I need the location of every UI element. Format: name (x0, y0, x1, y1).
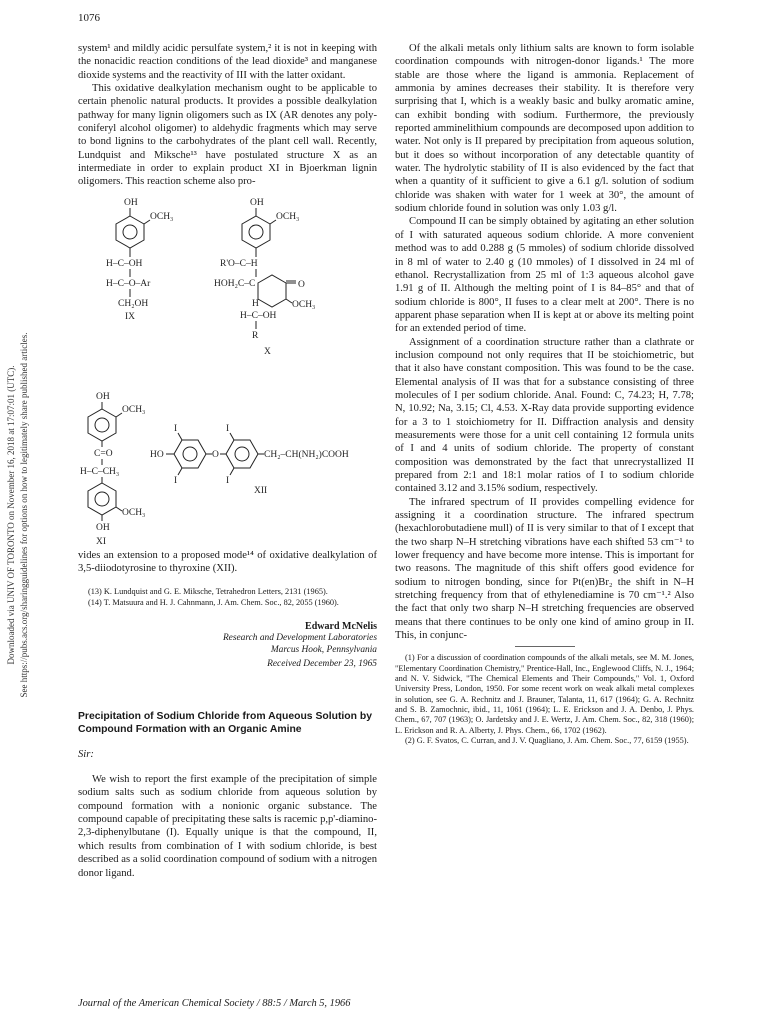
structure-ix (106, 198, 173, 322)
page-number: 1076 (78, 12, 100, 24)
left-paragraph-3: vides an extension to a proposed mode¹⁴ of oxidative dealkylation of 3,5-diiodotyrosine to thyroxine (XII). (78, 549, 377, 575)
received-date: Received December 23, 1965 (267, 659, 377, 670)
xi-och3: OCH₃ (122, 404, 146, 415)
left-column (78, 42, 377, 880)
left-paragraph-1: system¹ and mildly acidic persulfate system,² it is not in keeping with the nonacidic reaction conditions of the lead dioxide³ and manganese dioxide systems and the reactivity of III with the latter oxidant. (78, 43, 377, 81)
ix-label: IX (125, 311, 136, 322)
structures-xi-xii (78, 389, 377, 549)
xii-label: XII (254, 485, 268, 496)
x-o: O (298, 279, 305, 290)
x-r: R (252, 330, 259, 341)
xii-i2: I (174, 475, 178, 486)
journal-footer: Journal of the American Chemical Society / 88:5 / March 5, 1966 (78, 998, 351, 1009)
structure-x (214, 198, 315, 357)
x-h: H (252, 298, 259, 309)
xi-label: XI (96, 536, 107, 547)
affiliation-location: Marcus Hook, Pennsylvania (270, 644, 377, 655)
left-references (78, 587, 377, 608)
xii-i4: I (226, 475, 230, 486)
xi-oh2: OH (96, 522, 110, 533)
ix-c3: CH₂OH (118, 298, 149, 309)
author-name: Edward McNelis (305, 621, 377, 633)
xii-i3: I (226, 423, 230, 434)
x-och3b: OCH₃ (292, 299, 316, 310)
xi-co: C=O (94, 448, 113, 459)
left-paragraph-2: This oxidative dealkylation mechanism ought to be applicable to certain phenolic natural products. It provides a possible dealkylation pathway for many lignin oligomers such as IX (AR denotes any poly-coniferyl alcohol oligomer) to aldehydic fragments which may serve to bond lignins to the carbohydrates of the plant cell wall. Recently, Lundquist and Miksche¹³ have postulated structure X as an intermediate in order to explain product XI in Bjoerkman lignin oligomers. This reaction scheme also pro- (78, 83, 377, 188)
x-oh: OH (250, 197, 264, 208)
right-column (395, 42, 694, 746)
right-paragraph-2: Compound II can be simply obtained by agitating an ether solution of I with saturated aqueous sodium chloride. A more convenient method was to add 0.288 g (5 mmoles) of sodium chloride dissolved in 8 ml of water to 2.40 g (10 mmoles) of I dissolved in 24 ml of ethanol. Recrystallization from 25 ml of 1:3 aqueous alcohol gave 1.91 g of II. Although the melting point of I is 84–85° and that of sodium chloride is 800°, II fuses to a clear melt at 200°. There is no apparent phase separation when II is kept at or above its melting point for an extended period of time. (395, 216, 694, 335)
xi-oh: OH (96, 391, 110, 402)
left-paragraph-4: We wish to report the first example of the precipitation of simple sodium salts such as sodium chloride from aqueous solution by compound formation with a nonionic organic substance. The compound capable of precipitating these salts is racemic p,p'-diamino-2,3-diphenylbutane (I). Equally unique is that the compound, II, which results from combination of I with sodium chloride, is best described as a solid coordination compound of sodium with a nitrogen donor ligand. (78, 774, 377, 879)
ix-c2: H–C–O–Ar (106, 278, 151, 289)
structure-xii (150, 424, 349, 496)
ix-c1: H–C–OH (106, 258, 143, 269)
affiliation-lab: Research and Development Laboratories (222, 633, 377, 644)
structures-ix-x (78, 189, 377, 389)
right-paragraph-1: Of the alkali metals only lithium salts are known to form isolable coordination compounds with nitrogen-donor ligands.¹ The more stable are those where the ligand is ammonia. Replacement of ammonia by amines decreases their stability. It is therefore very surprising that I, which is a weakly basic and bulky aromatic amine, can exhibit bonding with sodium. Furthermore, the previously reported amminelithium compounds are decomposed upon addition to water. Not only is II prepared by precipitation from aqueous solution, but it does so without incorporation of any detectable quantity of water. The hydrolytic stability of II is also evidenced by the fact that when a quantity of it sufficient to give a 6.1 g/l. solution of sodium chloride was shaken with water for 1 week at 30°, the amount of sodium chloride found in solution was only 1.03 g/l. (395, 43, 694, 215)
x-c1: R'O–C–H (220, 258, 258, 269)
article-title: Precipitation of Sodium Chloride from Aqueous Solution by Compound Formation with an Organic Amine (78, 710, 373, 735)
xi-och3b: OCH₃ (122, 507, 146, 518)
xii-ho: HO (150, 449, 164, 460)
reference-13: (13) K. Lundquist and G. E. Miksche, Tetrahedron Letters, 2131 (1965). (88, 587, 328, 597)
x-label: X (264, 346, 271, 357)
xi-c2: H–C–CH₃ (80, 466, 120, 477)
download-note: Downloaded via UNIV OF TORONTO on November 16, 2018 at 17:07:01 (UTC). (6, 365, 16, 665)
reference-14: (14) T. Matsuura and H. J. Cahnmann, J. Am. Chem. Soc., 82, 2055 (1960). (88, 597, 339, 607)
ix-och3: OCH₃ (150, 211, 174, 222)
ix-oh: OH (124, 197, 138, 208)
structure-xi (80, 392, 145, 547)
x-och3: OCH₃ (276, 211, 300, 222)
salutation: Sir: (78, 748, 94, 760)
xii-chain: CH₂–CH(NH₂)COOH (264, 449, 349, 460)
x-c3: H–C–OH (240, 310, 277, 321)
x-c2: HOH₂C–C (214, 278, 256, 289)
xii-i1: I (174, 423, 178, 434)
download-sidebar (2, 290, 32, 740)
xii-o: O (212, 449, 219, 460)
footnote-divider (515, 646, 575, 647)
sharing-guidelines-note: See https://pubs.acs.org/sharingguidelines for options on how to legitimately share published articles. (19, 332, 29, 698)
reference-1: (1) For a discussion of coordination compounds of the alkali metals, see M. M. Jones, "Elementary Coordination Chemistry," Prentice-Hall, Inc., Englewood Cliffs, N. J., 1964; and N. V. Sidwick, "The Chemical Elements and Their Compounds," Vol. 1, Oxford University Press, London, 1950. For some recent work on weak alkali metal complexes in solution, see G. A. Rechnitz and J. Brauner, Talanta, 11, 617 (1964); G. A. Rechnitz and S. B. Zamochnic, ibid., 11, 1061 (1964); L. E. Erickson and J. A. Denbo, J. Phys. Chem., 67, 707 (1963); O. Jardetsky and J. E. Wertz, J. Am. Chem. Soc., 82, 318 (1960); L. Erickson and R. A. Alberty, J. Phys. Chem., 66, 1702 (1962). (395, 653, 694, 735)
right-paragraph-4: The infrared spectrum of II provides compelling evidence for assigning it a coordination structure. The infrared spectrum (hexachlorobutadiene mull) of II is very similar to that of I except that the two sharp N–H stretching vibrations have each shifted 53 cm⁻¹ to lower frequency and have become more intense. This is important for two reasons. The magnitude of this shift offers good evidence for sodium to nitrogen bonding, since for Pt(en)Br₂ the shift in N–H stretching frequency from that of ethylenediamine is 70 cm⁻¹.² Also the fact that only two sharp N–H stretching frequencies are observed means that there continues to be only one kind of amino group in II. This, in conjunc- (395, 496, 694, 642)
reference-2: (2) G. F. Svatos, C. Curran, and J. V. Quagliano, J. Am. Chem. Soc., 77, 6159 (1955). (405, 735, 689, 745)
right-references (395, 653, 694, 746)
right-paragraph-3: Assignment of a coordination structure rather than a clathrate or inclusion compound not only requires that II be stoichiometric, but that it also have constant composition. This was found to be the case. Elemental analysis of II was that for a substance consisting of three molecules of I per sodium chloride. Anal. Found: C, 74.23; H, 7.78; N, 10.92; Na, 3.15; Cl, 4.53. X-Ray data provide supporting evidence for a 3 to 1 stoichiometry for II. Diffraction analysis and density measurements were those for a unit cell containing 12 formula units of I and 4 units of sodium chloride. The property of constant composition was demonstrated by the fact that unrecrystallized II prepared from 2:1 and 18:1 molar ratios of I to sodium chloride contained 3.12 and 3.15% sodium, respectively. (395, 336, 694, 495)
